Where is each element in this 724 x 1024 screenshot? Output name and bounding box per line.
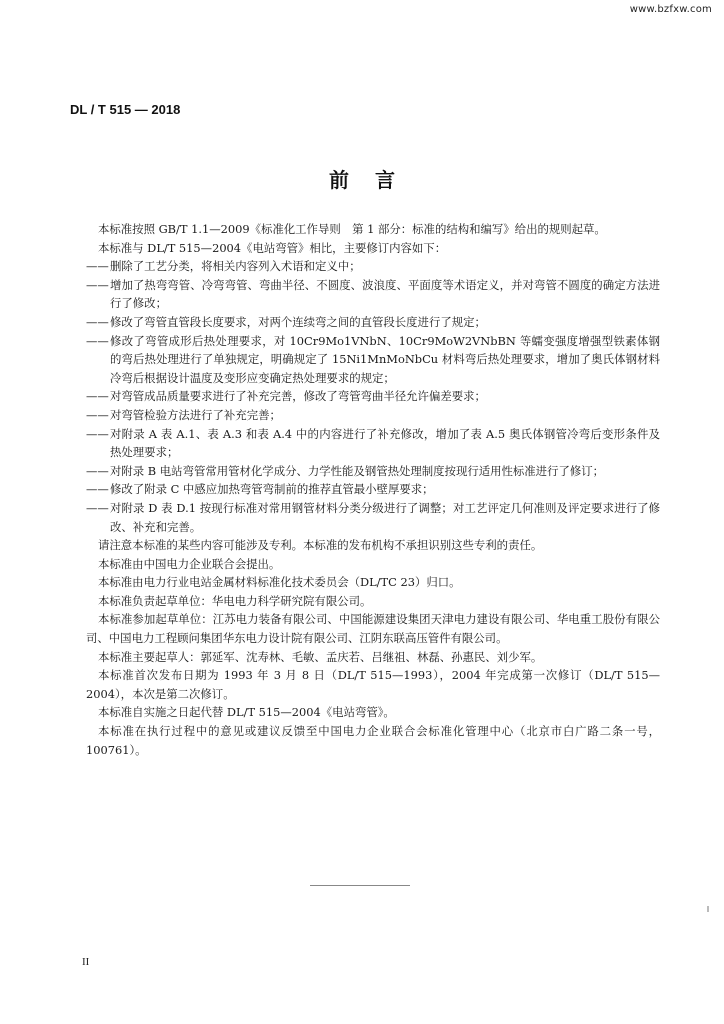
item-dash: —— [86, 426, 109, 441]
item-text: 对弯管检验方法进行了补充完善； [110, 407, 281, 422]
paragraph: 本标准负责起草单位：华电电力科学研究院有限公司。 [98, 593, 372, 608]
change-item [86, 462, 660, 481]
foreword-body [86, 220, 660, 759]
change-item [86, 480, 660, 499]
item-dash: —— [86, 463, 109, 478]
paragraph: 本标准与 DL/T 515—2004《电站弯管》相比，主要修订内容如下： [98, 240, 447, 255]
change-item [86, 499, 660, 536]
watermark-url: www.bzfxw.com [629, 4, 712, 15]
standard-code: DL / T 515 — 2018 [70, 102, 181, 117]
change-item [86, 387, 660, 406]
page-number: II [82, 956, 90, 968]
paragraph: 本标准由中国电力企业联合会提出。 [98, 556, 281, 571]
item-text: 对弯管成品质量要求进行了补充完善，修改了弯管弯曲半径允许偏差要求； [110, 389, 486, 404]
paragraph: 本标准主要起草人：郭延军、沈寿林、毛敏、孟庆若、吕继祖、林磊、孙惠民、刘少军。 [98, 649, 543, 664]
item-text: 增加了热弯弯管、冷弯弯管、弯曲半径、不圆度、波浪度、平面度等术语定义，并对弯管不圆度的确定方法进行了修改； [110, 277, 660, 311]
item-dash: —— [86, 500, 109, 515]
item-text: 对附录 A 表 A.1、表 A.3 和表 A.4 中的内容进行了补充修改，增加了表 A.5 奥氏体钢管冷弯后变形条件及热处理要求； [110, 426, 660, 460]
change-item [86, 332, 660, 388]
change-item [86, 425, 660, 462]
change-item [86, 257, 660, 276]
change-item [86, 406, 660, 425]
paragraph: 本标准按照 GB/T 1.1—2009《标准化工作导则 第 1 部分：标准的结构和编写》给出的规则起草。 [98, 222, 606, 236]
item-dash: —— [86, 259, 109, 274]
page-title: 前言 [329, 168, 421, 192]
item-dash: —— [86, 389, 109, 404]
item-dash: —— [86, 277, 109, 292]
item-dash: —— [86, 333, 109, 348]
item-text: 删除了工艺分类，将相关内容列入术语和定义中； [110, 259, 361, 274]
item-text: 修改了弯管直管段长度要求，对两个连续弯之间的直管段长度进行了规定； [110, 314, 486, 329]
item-text: 修改了弯管成形后热处理要求，对 10Cr9Mo1VNbN、10Cr9MoW2VNbBN 等蠕变强度增强型铁素体钢的弯后热处理进行了单独规定，明确规定了 15Ni1MnMoNbCu 材料弯后热处理要求，增加了奥氏体钢材料冷弯后根据设计温度及变形应变确定热处理要求的规定； [110, 333, 660, 385]
end-divider [310, 885, 410, 886]
item-text: 对附录 B 电站弯管常用管材化学成分、力学性能及钢管热处理制度按现行适用性标准进行了修订； [110, 463, 605, 478]
change-item [86, 276, 660, 313]
paragraph: 本标准参加起草单位：江苏电力装备有限公司、中国能源建设集团天津电力建设有限公司、华电重工股份有限公司、中国电力工程顾问集团华东电力设计院有限公司、江阴东联高压管件有限公司。 [86, 612, 660, 646]
paragraph: 本标准由电力行业电站金属材料标准化技术委员会（DL/TC 23）归口。 [98, 575, 461, 590]
scan-speck [707, 906, 709, 912]
item-dash: —— [86, 407, 109, 422]
paragraph: 本标准在执行过程中的意见或建议反馈至中国电力企业联合会标准化管理中心（北京市白广路二条一号，100761）。 [86, 724, 660, 757]
paragraph: 本标准首次发布日期为 1993 年 3 月 8 日（DL/T 515—1993），2004 年完成第一次修订（DL/T 515—2004），本次是第二次修订。 [86, 668, 660, 701]
item-text: 对附录 D 表 D.1 按现行标准对常用钢管材料分类分级进行了调整；对工艺评定几何准则及评定要求进行了修改、补充和完善。 [110, 500, 660, 534]
item-dash: —— [86, 482, 109, 497]
paragraph: 请注意本标准的某些内容可能涉及专利。本标准的发布机构不承担识别这些专利的责任。 [98, 538, 543, 553]
paragraph: 本标准自实施之日起代替 DL/T 515—2004《电站弯管》。 [98, 705, 395, 720]
item-dash: —— [86, 314, 109, 329]
change-item [86, 313, 660, 332]
item-text: 修改了附录 C 中感应加热弯管弯制前的推荐直管最小壁厚要求； [110, 482, 434, 497]
